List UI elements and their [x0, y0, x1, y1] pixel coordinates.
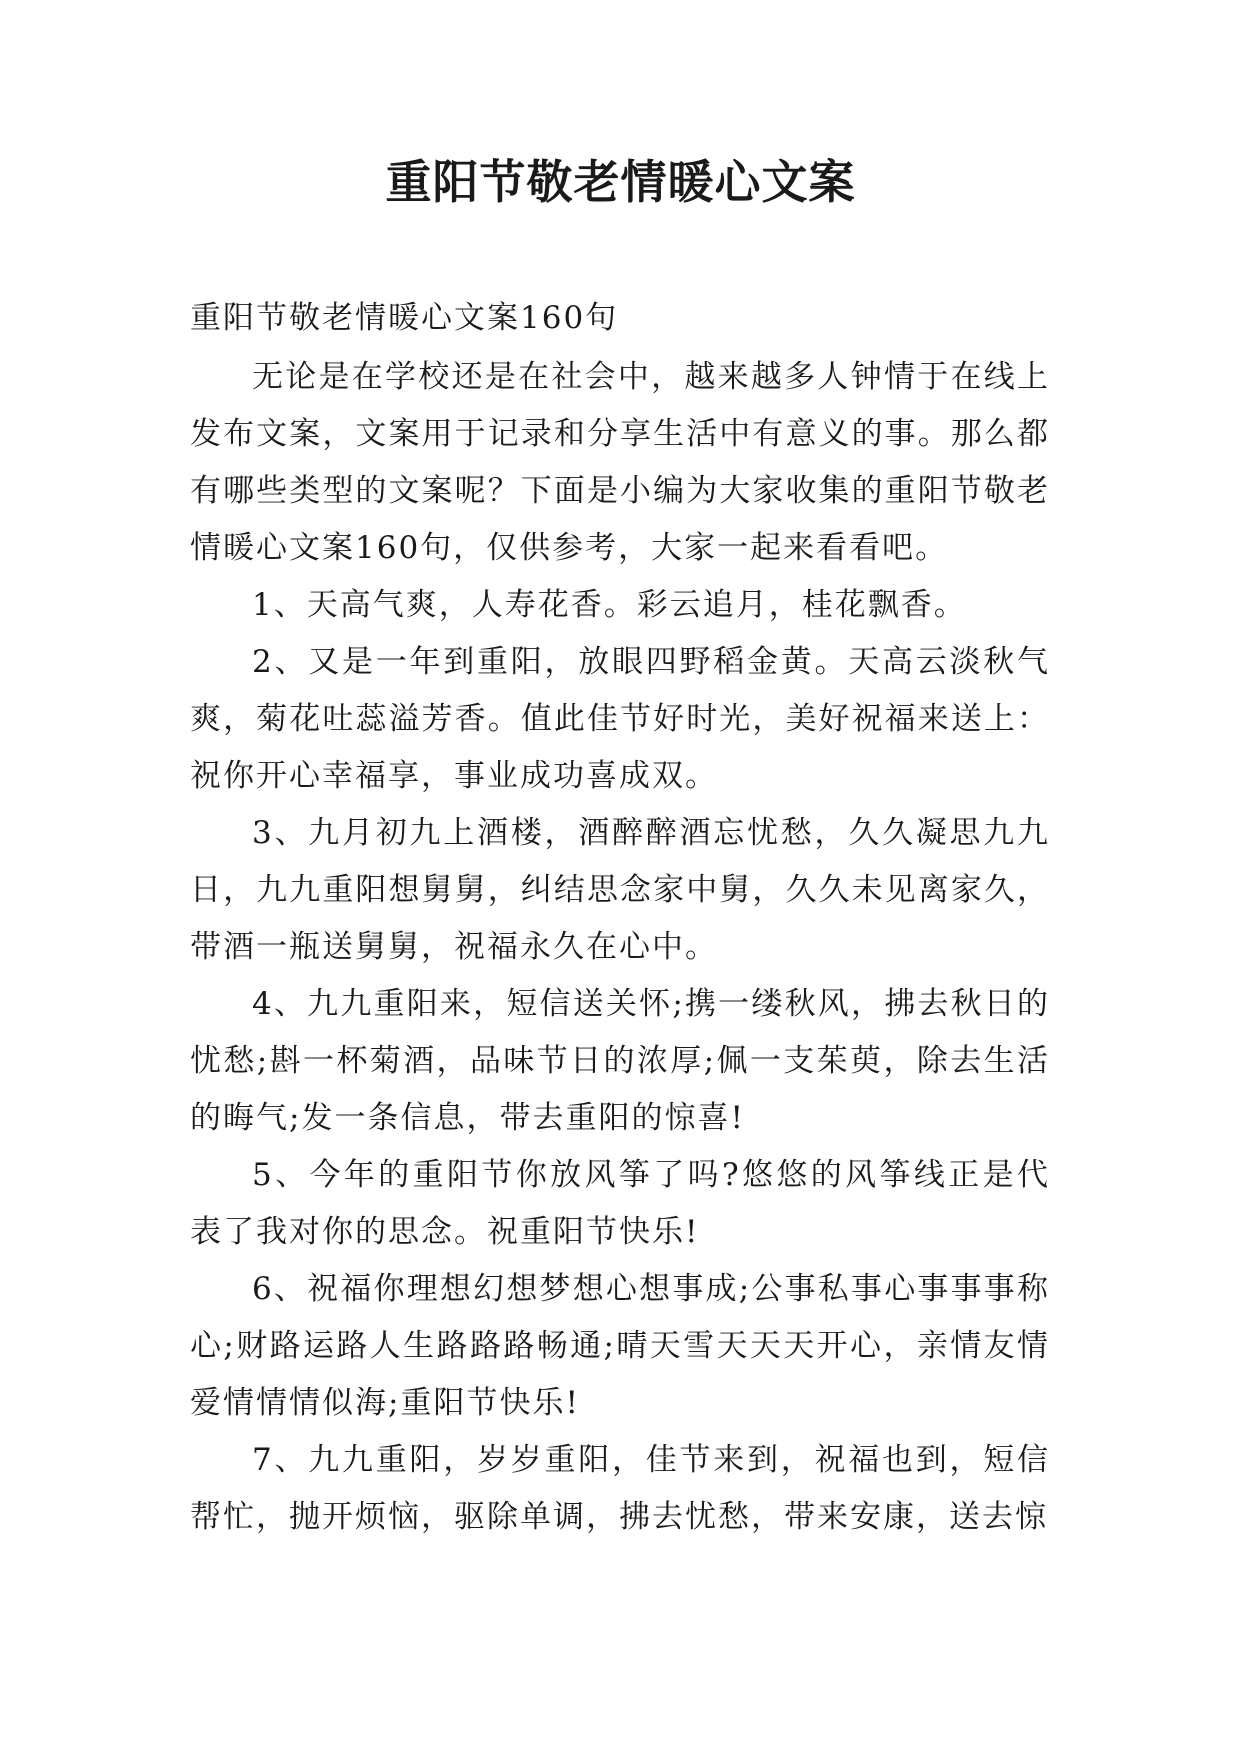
item-paragraph-1: 1、天高气爽，人寿花香。彩云追月，桂花飘香。 — [252, 587, 967, 623]
document-title: 重阳节敬老情暖心文案 — [385, 155, 856, 209]
document-subtitle: 重阳节敬老情暖心文案160句 — [190, 300, 619, 336]
item-paragraph-5: 5、今年的重阳节你放风筝了吗?悠悠的风筝线正是代表了我对你的思念。祝重阳节快乐! — [190, 1157, 1050, 1250]
item-paragraph-2: 2、又是一年到重阳，放眼四野稻金黄。天高云淡秋气爽，菊花吐蕊溢芳香。值此佳节好时光，美好祝福来送上：祝你开心幸福享，事业成功喜成双。 — [190, 644, 1050, 794]
item-paragraph-3: 3、九月初九上酒楼，酒醉醉酒忘忧愁，久久凝思九九日，九九重阳想舅舅，纠结思念家中舅，久久未见离家久，带酒一瓶送舅舅，祝福永久在心中。 — [190, 815, 1050, 965]
item-paragraph-4: 4、九九重阳来，短信送关怀;携一缕秋风，拂去秋日的忧愁;斟一杯菊酒，品味节日的浓厚;佩一支茱萸，除去生活的晦气;发一条信息，带去重阳的惊喜! — [190, 986, 1050, 1136]
item-paragraph-6: 6、祝福你理想幻想梦想心想事成;公事私事心事事事称心;财路运路人生路路路畅通;晴天雪天天天开心，亲情友情爱情情情似海;重阳节快乐! — [190, 1271, 1050, 1421]
intro-paragraph: 无论是在学校还是在社会中，越来越多人钟情于在线上发布文案，文案用于记录和分享生活中有意义的事。那么都有哪些类型的文案呢？下面是小编为大家收集的重阳节敬老情暖心文案160句，仅供参考，大家一起来看看吧。 — [190, 359, 1050, 566]
item-paragraph-7: 7、九九重阳，岁岁重阳，佳节来到，祝福也到，短信帮忙，抛开烦恼，驱除单调，拂去忧愁，带来安康，送去惊 — [190, 1442, 1050, 1535]
document-body — [190, 290, 1050, 1546]
